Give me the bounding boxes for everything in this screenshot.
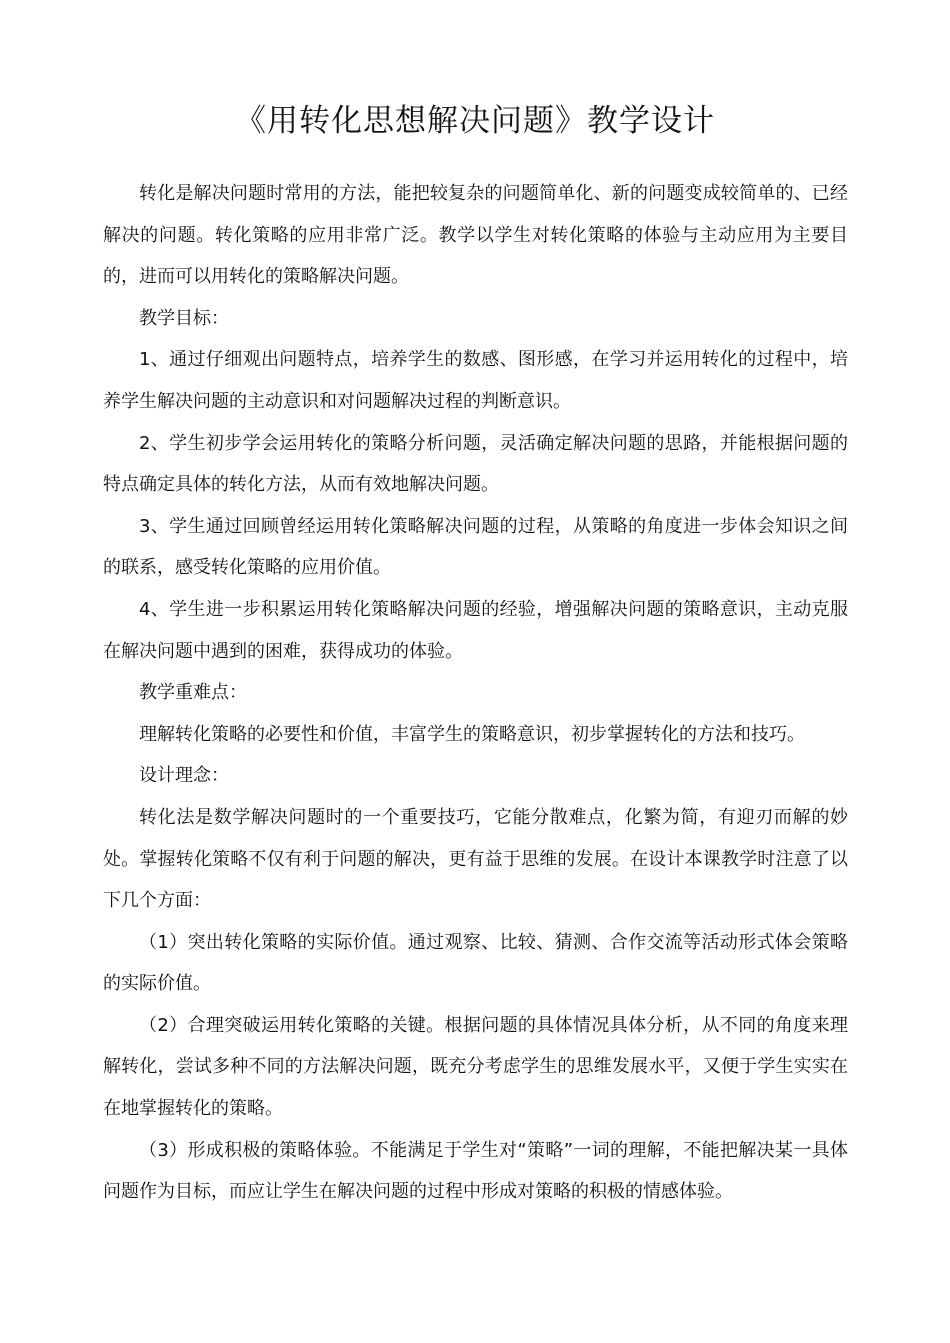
design-concept-paragraph: 转化法是数学解决问题时的一个重要技巧，它能分散难点，化繁为简，有迎刃而解的妙处。掌握转化策略不仅有利于问题的解决，更有益于思维的发展。在设计本课教学时注意了以下几个方面：	[103, 806, 848, 912]
document-body	[103, 173, 848, 1213]
goal-item-3: 3、学生通过回顾曾经运用转化策略解决问题的过程，从策略的角度进一步体会知识之间的联系，感受转化策略的应用价值。	[103, 515, 848, 579]
intro-paragraph: 转化是解决问题时常用的方法，能把较复杂的问题简单化、新的问题变成较简单的、已经解决的问题。转化策略的应用非常广泛。教学以学生对转化策略的体验与主动应用为主要目的，进而可以用转化的策略解决问题。	[103, 183, 848, 288]
key-points-heading: 教学重难点：	[139, 682, 247, 704]
design-point-3: （3）形成积极的策略体验。不能满足于学生对“策略”一词的理解，不能把解决某一具体问题作为目标，而应让学生在解决问题的过程中形成对策略的积极的情感体验。	[103, 1139, 848, 1203]
goal-item-4: 4、学生进一步积累运用转化策略解决问题的经验，增强解决问题的策略意识，主动克服在解决问题中遇到的困难，获得成功的体验。	[103, 598, 848, 662]
design-point-2: （2）合理突破运用转化策略的关键。根据问题的具体情况具体分析，从不同的角度来理解转化，尝试多种不同的方法解决问题，既充分考虑学生的思维发展水平，又便于学生实实在在地掌握转化的策略。	[103, 1014, 848, 1120]
design-point-1: （1）突出转化策略的实际价值。通过观察、比较、猜测、合作交流等活动形式体会策略的实际价值。	[103, 931, 848, 995]
design-concept-heading: 设计理念：	[139, 765, 229, 787]
document-title: 《用转化思想解决问题》教学设计	[235, 103, 715, 139]
goal-item-2: 2、学生初步学会运用转化的策略分析问题，灵活确定解决问题的思路，并能根据问题的特点确定具体的转化方法，从而有效地解决问题。	[103, 432, 848, 496]
key-points-paragraph: 理解转化策略的必要性和价值，丰富学生的策略意识，初步掌握转化的方法和技巧。	[139, 723, 805, 745]
goal-item-1: 1、通过仔细观出问题特点，培养学生的数感、图形感，在学习并运用转化的过程中，培养学生解决问题的主动意识和对问题解决过程的判断意识。	[103, 349, 848, 412]
teaching-goals-heading: 教学目标：	[139, 307, 229, 329]
